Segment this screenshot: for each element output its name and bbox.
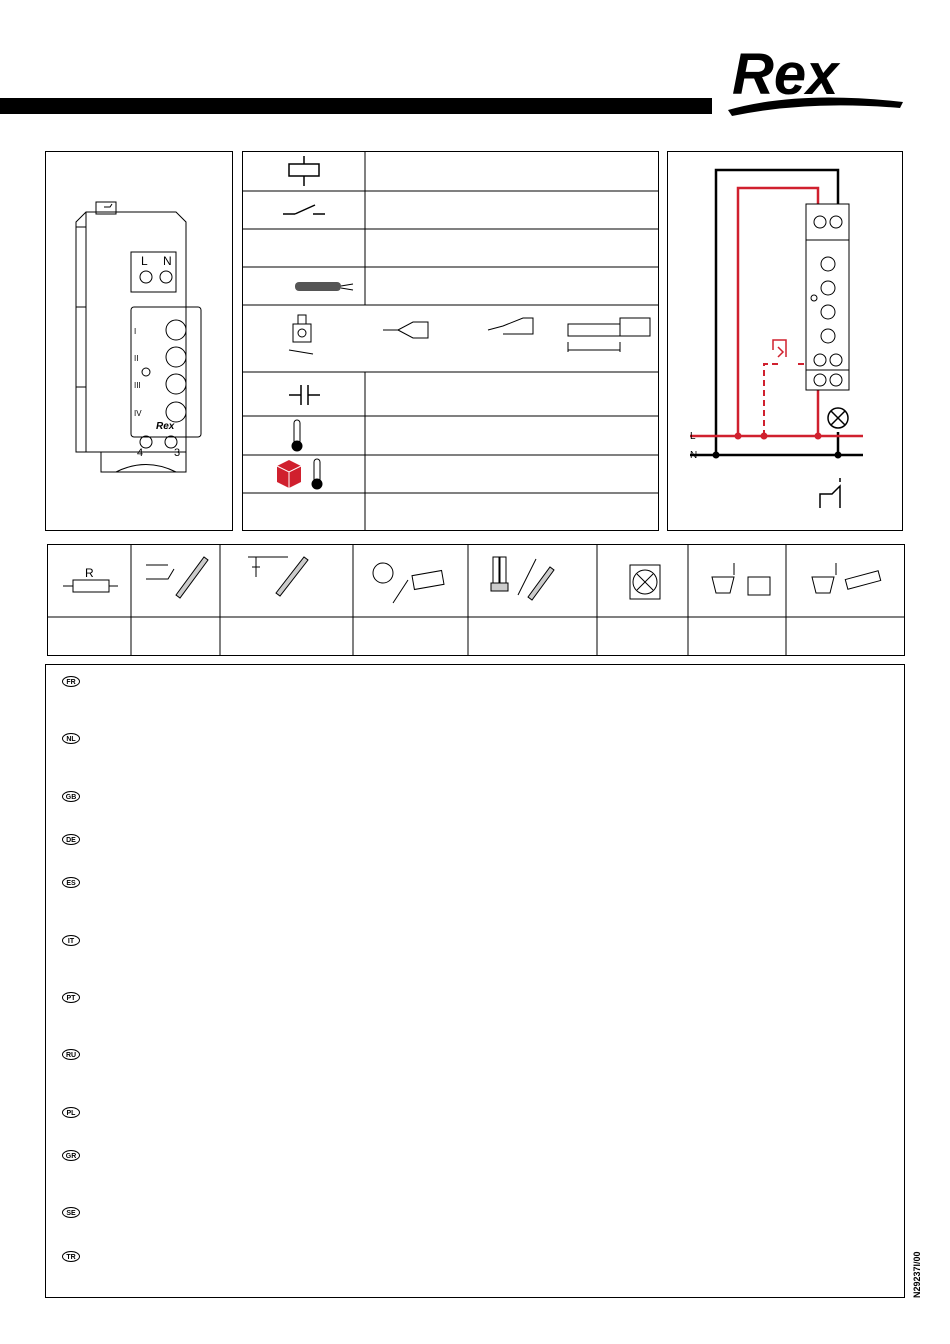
terminal-n-label: N [163, 254, 172, 268]
resistor-icon [63, 580, 118, 592]
dial-3-label: III [134, 381, 141, 390]
wiring-panel [667, 151, 903, 531]
rigid-wire-icon [383, 322, 428, 338]
contact-icon [283, 205, 325, 214]
spec-grid [243, 152, 658, 530]
compensated-tube-icon [248, 557, 308, 596]
thermometer-icon [292, 420, 302, 451]
lang-tr: TR [62, 1251, 80, 1262]
incandescent-bulb-icon [373, 563, 444, 603]
storage-thermometer-icon [312, 459, 322, 489]
lamp-icon [828, 408, 848, 428]
halogen-transformer-icon [712, 563, 770, 595]
dial-1-label: I [134, 327, 137, 336]
terminal-4-label: 4 [137, 447, 144, 459]
flexible-wire-icon [488, 318, 533, 334]
lang-se: SE [62, 1207, 80, 1218]
device-drawing [46, 152, 232, 530]
terminal-screw-icon [289, 315, 313, 354]
lang-fr: FR [62, 676, 80, 687]
languages-panel [45, 664, 905, 1298]
line-label: L [690, 431, 696, 442]
switch-contact-icon [820, 478, 840, 508]
terminal-l-label: L [141, 254, 148, 268]
strip-length-icon [568, 318, 650, 352]
halogen-electronic-transformer-icon [812, 563, 881, 593]
document-code: N29237I/00 [912, 1251, 922, 1298]
lang-pt: PT [62, 992, 80, 1003]
lang-gb: GB [62, 791, 80, 802]
fan-motor-icon [630, 565, 660, 599]
storage-box-icon [277, 460, 301, 488]
capacitor-icon [289, 385, 320, 405]
cfl-lamp-icon [491, 557, 554, 600]
wiring-diagram [668, 152, 902, 530]
spec-table [242, 151, 659, 531]
lang-es: ES [62, 877, 80, 888]
lang-nl: NL [62, 733, 80, 744]
relay-coil-icon [289, 156, 319, 186]
lang-ru: RU [62, 1049, 80, 1060]
brand-name: Rex [732, 42, 839, 107]
dial-4-label: IV [134, 409, 142, 418]
device-brand: Rex [156, 421, 175, 432]
rex-logo [718, 30, 908, 120]
lang-pl: PL [62, 1107, 80, 1118]
load-types-grid [48, 545, 904, 655]
device-panel [45, 151, 233, 531]
load-types-table [47, 544, 905, 656]
resistive-label: R [85, 566, 94, 580]
cable-icon [295, 282, 353, 291]
fluorescent-tube-icon [146, 557, 208, 598]
dial-2-label: II [134, 354, 139, 363]
neutral-label: N [690, 450, 698, 461]
lang-de: DE [62, 834, 80, 845]
lang-it: IT [62, 935, 80, 946]
header-bar [0, 98, 712, 114]
lang-gr: GR [62, 1150, 80, 1161]
terminal-3-label: 3 [174, 447, 181, 459]
